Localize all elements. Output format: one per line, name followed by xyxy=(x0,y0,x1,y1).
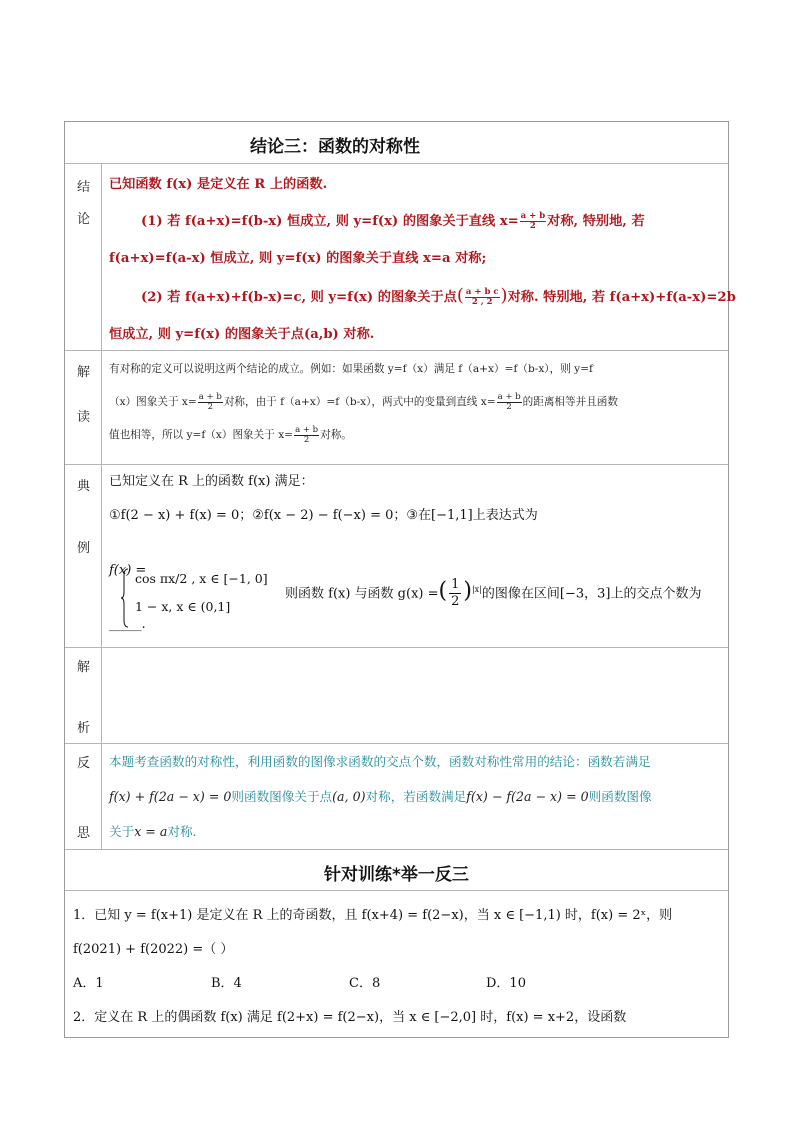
g-base-fraction: $\frac{1}{2}$ xyxy=(451,577,460,610)
example-content: 已知定义在 R 上的函数 f(x) 满足： ①f(2 − x) + f(x) = 0；②f(x − 2) − f(−x) = 0；③在[−1,1]上表达式为 xyxy=(109,474,538,523)
conclusion-label: 结 论 xyxy=(65,164,102,350)
analysis-row xyxy=(65,647,728,743)
reflection-row xyxy=(65,743,728,849)
piecewise-cases xyxy=(135,565,268,621)
practice-row xyxy=(65,890,728,1039)
conclusion-item1-line1: (1) 若 f(a+x)=f(b-x) 恒成立, 则 y=f(x) 的图象关于直线 x= $\frac{a + b}{2}$ 对称, 特别地, 若 xyxy=(141,211,645,231)
conclusion-content xyxy=(109,166,736,353)
question-1-line-1: 1．已知 y = f(x+1) 是定义在 R 上的奇函数，且 f(x+4) = f(2−x)，当 x ∈ [−1,1) 时，f(x) = 2ˣ，则 xyxy=(73,908,673,923)
example-label: 典 例 xyxy=(65,465,102,647)
answer-blank: _____. xyxy=(109,617,146,632)
practice-title: 针对训练*举一反三 xyxy=(324,865,469,885)
practice-questions xyxy=(73,899,720,1035)
interpretation-label: 解 读 xyxy=(65,351,102,464)
option-a[interactable]: A．1 xyxy=(73,976,104,991)
option-c[interactable]: C．8 xyxy=(349,976,381,991)
conclusion-intro: 已知函数 f(x) 是定义在 R 上的函数. xyxy=(109,177,328,192)
point-fraction: $\frac{\text{a + b c}}{2 , 2}$ xyxy=(465,287,499,307)
conclusion-item2-line2: 恒成立, 则 y=f(x) 的图象关于点(a,b) 对称. xyxy=(109,327,375,342)
reflection-content: 本题考查函数的对称性，利用函数的图像求函数的交点个数，函数对称性常用的结论：函数若满足 f(x) + f(2a − x) = 0则函数图像关于点(a, 0)对称，若函数满足f(x) − f(2a − x) = 0则函数图像 关于x = a对称. xyxy=(109,754,652,839)
question-1-options xyxy=(73,967,720,1001)
example-row xyxy=(65,464,728,647)
question-1-line-2: f(2021) + f(2022) =（ ） xyxy=(73,942,234,957)
fraction: $\frac{a + b}{2}$ xyxy=(295,424,319,445)
piecewise-case-2: 1 − x, x ∈ (0,1] xyxy=(135,599,231,614)
example-line3: 则函数 f(x) 与函数 g(x) =( $\frac{1}{2})^{|x|}$的图像在区间[−3，3]上的交点个数为 xyxy=(285,577,702,610)
interpretation-row xyxy=(65,350,728,464)
section-title: 结论三：函数的对称性 xyxy=(250,137,420,157)
option-d[interactable]: D．10 xyxy=(486,976,526,991)
section-title-row xyxy=(65,122,728,163)
conclusion-row xyxy=(65,163,736,350)
piecewise-lhs: f(x) = xyxy=(109,563,147,578)
fraction: $\frac{a + b}{2}$ xyxy=(520,211,546,231)
conclusion-item1-line2: f(a+x)=f(a-x) 恒成立, 则 y=f(x) 的图象关于直线 x=a 对称; xyxy=(109,251,487,266)
fraction: $\frac{a + b}{2}$ xyxy=(198,391,222,412)
practice-title-row xyxy=(65,849,728,890)
analysis-label: 解 析 xyxy=(65,648,102,743)
piecewise-case-1: cos πx/2 , x ∈ [−1, 0] xyxy=(135,571,268,586)
document-table xyxy=(64,121,736,1038)
interpretation-content: 有对称的定义可以说明这两个结论的成立。例如：如果函数 y=f（x）满足 f（a+x）=f（b-x），则 y=f （x）图象关于 x= $\frac{a + b}{2}$ 对称，由于 f（a+x）=f（b-x），两式中的变量到直线 x= $\frac{a + b}{2}$ 的距离相等并且函数 值也相等，所以 y=f（x）图象关于 x= $\frac{a + b}{2}$ 对称。 xyxy=(109,363,618,445)
reflection-label: 反 思 xyxy=(65,744,102,849)
option-b[interactable]: B．4 xyxy=(211,976,242,991)
conclusion-item2-line1: (2) 若 f(a+x)+f(b-x)=c, 则 y=f(x) 的图象关于点( $\frac{\text{a + b c}}{2 , 2}$ )对称. 特别地, 若 f(a+x)+f(a-x)=2b xyxy=(141,285,736,307)
fraction: $\frac{a + b}{2}$ xyxy=(497,391,521,412)
question-2-line-1: 2．定义在 R 上的偶函数 f(x) 满足 f(2+x) = f(2−x)，当 x ∈ [−2,0] 时，f(x) = x+2，设函数 xyxy=(73,1010,627,1025)
